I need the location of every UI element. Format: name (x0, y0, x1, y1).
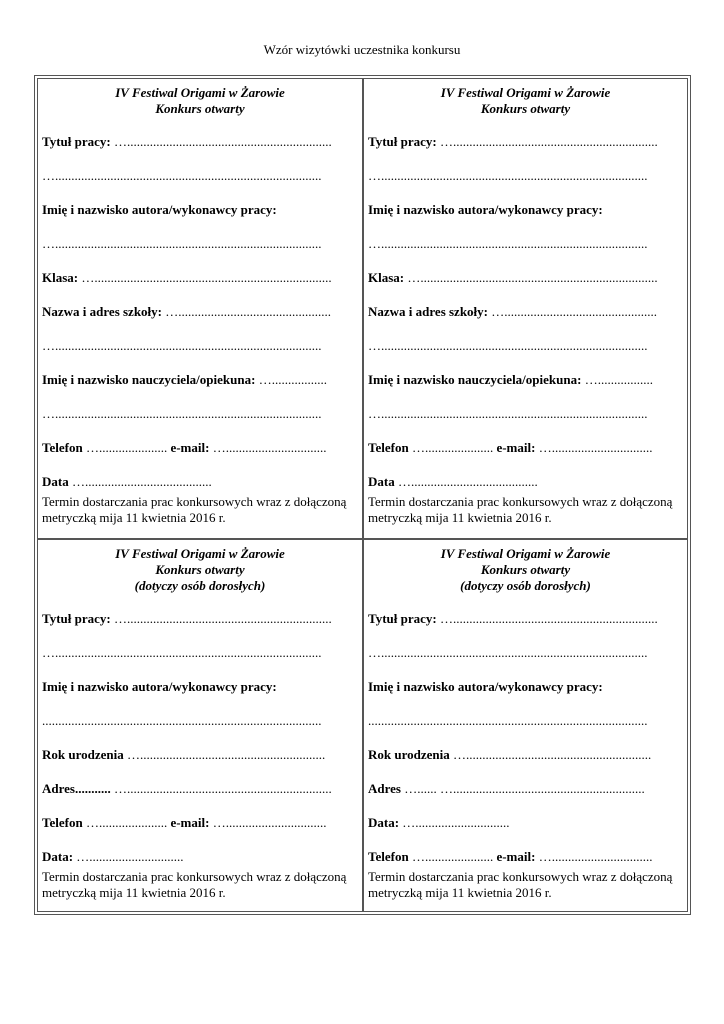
deadline-note: Termin dostarczania prac konkursowych wraz z dołączoną metryczką mija 11 kwietnia 2016 r. (42, 494, 347, 525)
adult-card-left (37, 539, 363, 912)
author-label: Imię i nazwisko autora/wykonawcy pracy: (42, 679, 277, 694)
adult-card-right (363, 539, 688, 912)
field-label: e-mail: (496, 849, 536, 864)
author-field[interactable]: ...................................................................................... (42, 713, 322, 728)
author-label: Imię i nazwisko autora/wykonawcy pracy: (368, 202, 603, 217)
school-field[interactable] (42, 303, 358, 320)
field-label: Tytuł pracy: (368, 611, 437, 626)
contact-field[interactable] (42, 439, 358, 456)
blank-line[interactable]: ….................................................................................. (42, 168, 322, 183)
field-fill: …............................... (209, 815, 327, 830)
author-label: Imię i nazwisko autora/wykonawcy pracy: (368, 679, 603, 694)
contest-name: Konkurs otwarty (155, 101, 245, 116)
field-fill: …..................... (408, 849, 497, 864)
field-fill: …..................... (408, 440, 497, 455)
festival-title: IV Festiwal Origami w Żarowie (115, 85, 285, 100)
field-label: Nazwa i adres szkoły: (42, 304, 163, 319)
field-fill: …......................................................... (123, 747, 326, 762)
field-fill: …......................................................... (449, 747, 652, 762)
field-label: Data (368, 474, 395, 489)
date-field[interactable] (368, 473, 683, 490)
festival-title: IV Festiwal Origami w Żarowie (115, 546, 285, 561)
contact-field[interactable] (42, 814, 358, 831)
contest-name: Konkurs otwarty (155, 562, 245, 577)
class-field[interactable] (42, 269, 358, 286)
author-label: Imię i nazwisko autora/wykonawcy pracy: (42, 202, 277, 217)
blank-line[interactable]: ….................................................................................. (368, 338, 648, 353)
contact-field[interactable] (368, 439, 683, 456)
field-fill: …............................................... (162, 304, 332, 319)
blank-line[interactable]: ….................................................................................. (42, 645, 322, 660)
field-label: e-mail: (170, 440, 210, 455)
field-label: Rok urodzenia (42, 747, 124, 762)
address-field[interactable] (42, 780, 358, 797)
field-label: Telefon (42, 815, 83, 830)
field-label: Adres (368, 781, 401, 796)
field-fill: …............................................................... (110, 134, 332, 149)
field-fill: …......................................................................... (78, 270, 332, 285)
field-fill: …...... …........................................................... (400, 781, 645, 796)
field-fill: …................. (255, 372, 327, 387)
festival-title: IV Festiwal Origami w Żarowie (440, 85, 611, 100)
work-title-field[interactable] (42, 610, 358, 627)
field-label: e-mail: (496, 440, 536, 455)
field-fill: …............................. (399, 815, 510, 830)
field-label: Imię i nazwisko nauczyciela/opiekuna: (368, 372, 582, 387)
contest-name: Konkurs otwarty (480, 562, 571, 577)
student-card-right (363, 78, 688, 539)
class-field[interactable] (368, 269, 683, 286)
card-grid (34, 75, 691, 915)
date-field[interactable] (42, 848, 358, 865)
field-fill: …............................................................... (436, 134, 658, 149)
adults-note: (dotyczy osób dorosłych) (460, 578, 591, 593)
field-fill: …............................................................... (110, 781, 332, 796)
adults-note: (dotyczy osób dorosłych) (134, 578, 266, 593)
field-fill: …................. (581, 372, 653, 387)
author-field[interactable]: ...................................................................................... (368, 713, 648, 728)
work-title-field[interactable] (368, 610, 683, 627)
field-fill: …......................................................................... (404, 270, 658, 285)
field-fill: …..................... (82, 440, 171, 455)
field-fill: …..................... (82, 815, 171, 830)
field-label: Rok urodzenia (368, 747, 450, 762)
blank-line[interactable]: ….................................................................................. (42, 406, 322, 421)
festival-title: IV Festiwal Origami w Żarowie (440, 546, 611, 561)
student-card-left (37, 78, 363, 539)
field-label: Imię i nazwisko nauczyciela/opiekuna: (42, 372, 256, 387)
field-fill: …............................................................... (436, 611, 658, 626)
author-field[interactable]: ….................................................................................. (368, 236, 648, 251)
field-fill: …....................................... (68, 474, 212, 489)
deadline-note: Termin dostarczania prac konkursowych wraz z dołączoną metryczką mija 11 kwietnia 2016 r. (368, 494, 673, 525)
field-label: Tytuł pracy: (42, 611, 111, 626)
field-fill: …............................. (73, 849, 184, 864)
field-label: Klasa: (42, 270, 79, 285)
field-fill: …............................... (535, 849, 653, 864)
work-title-field[interactable] (42, 133, 358, 150)
field-fill: …............................... (209, 440, 327, 455)
field-label: Tytuł pracy: (368, 134, 437, 149)
field-label: Adres........... (42, 781, 111, 796)
date-field[interactable] (42, 473, 358, 490)
field-label: Data: (42, 849, 74, 864)
blank-line[interactable]: ….................................................................................. (368, 168, 648, 183)
contest-name: Konkurs otwarty (480, 101, 571, 116)
field-label: e-mail: (170, 815, 210, 830)
blank-line[interactable]: ….................................................................................. (368, 406, 648, 421)
blank-line[interactable]: ….................................................................................. (42, 338, 322, 353)
teacher-field[interactable] (368, 371, 683, 388)
field-fill: …....................................... (394, 474, 538, 489)
blank-line[interactable]: ….................................................................................. (368, 645, 648, 660)
page-title: Wzór wizytówki uczestnika konkursu (263, 42, 461, 57)
field-label: Telefon (368, 849, 409, 864)
field-label: Klasa: (368, 270, 405, 285)
field-fill: …............................... (535, 440, 653, 455)
field-label: Data (42, 474, 69, 489)
deadline-note: Termin dostarczania prac konkursowych wraz z dołączoną metryczką mija 11 kwietnia 2016 r. (368, 869, 673, 900)
field-label: Data: (368, 815, 400, 830)
field-label: Telefon (42, 440, 83, 455)
teacher-field[interactable] (42, 371, 358, 388)
field-fill: …............................................................... (110, 611, 332, 626)
work-title-field[interactable] (368, 133, 683, 150)
field-label: Tytuł pracy: (42, 134, 111, 149)
date-field[interactable] (368, 814, 683, 831)
field-label: Nazwa i adres szkoły: (368, 304, 489, 319)
birth-year-field[interactable] (368, 746, 683, 763)
birth-year-field[interactable] (42, 746, 358, 763)
address-field[interactable] (368, 780, 683, 797)
field-fill: …............................................... (488, 304, 658, 319)
deadline-note: Termin dostarczania prac konkursowych wraz z dołączoną metryczką mija 11 kwietnia 2016 r. (42, 869, 347, 900)
contact-field[interactable] (368, 848, 683, 865)
field-label: Telefon (368, 440, 409, 455)
school-field[interactable] (368, 303, 683, 320)
author-field[interactable]: ….................................................................................. (42, 236, 322, 251)
